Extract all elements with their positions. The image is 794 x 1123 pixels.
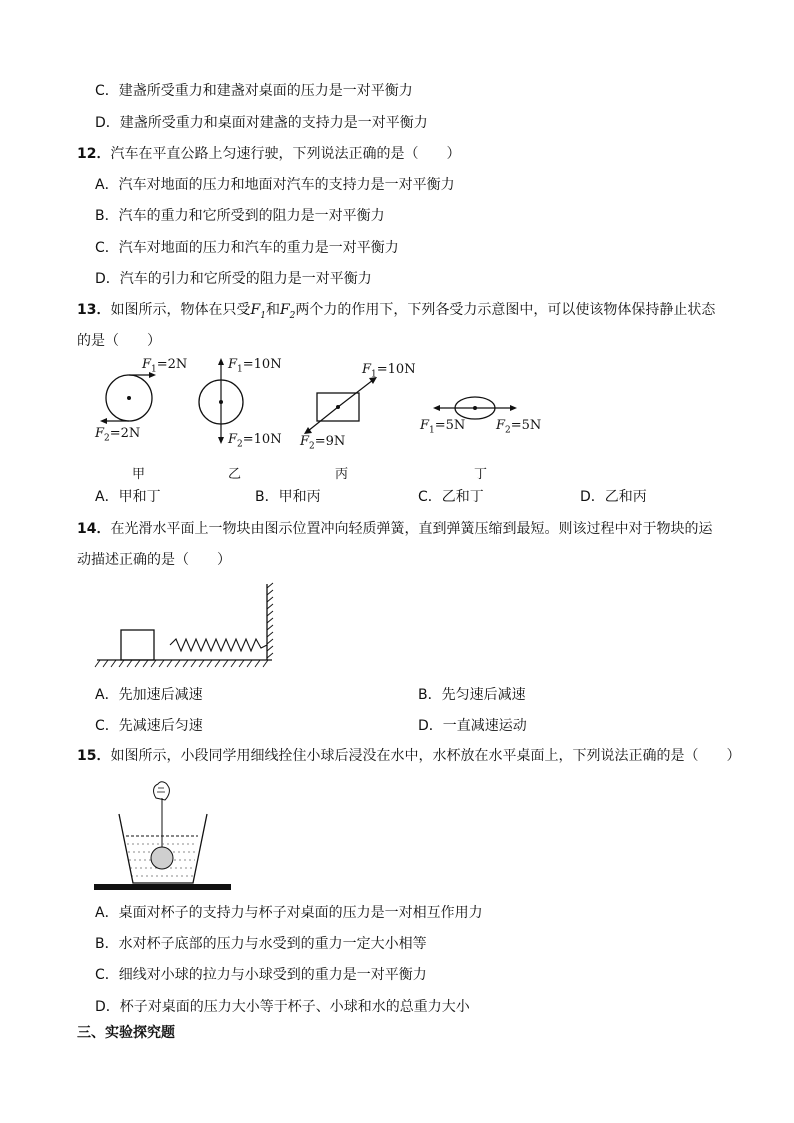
q13-bing-caption: 丙 [335, 467, 349, 482]
q15-option-d: D．杯子对桌面的压力大小等于杯子、小球和水的总重力大小 [95, 999, 470, 1015]
q12-stem-text: 汽车在平直公路上匀速行驶，下列说法正确的是（ ） [110, 146, 461, 162]
q12-option-a: A．汽车对地面的压力和地面对汽车的支持力是一对平衡力 [95, 177, 455, 193]
q11-option-d: D．建盏所受重力和桌面对建盏的支持力是一对平衡力 [95, 115, 428, 131]
q13-jia-caption: 甲 [132, 467, 146, 482]
q13-bing-f1-label: $F_1=10N$ [362, 362, 416, 380]
q13-ding-f2-label: $F_2=5N$ [496, 418, 542, 436]
q13-f1-symbol: $F_1$ [250, 302, 266, 321]
q15-option-b: B．水对杯子底部的压力与水受到的重力一定大小相等 [95, 936, 427, 952]
q13-ding-caption: 丁 [474, 467, 488, 482]
q13-jia-f2-label: $F_2=2N$ [95, 426, 141, 444]
q13-option-d: D．乙和丙 [580, 489, 647, 505]
q13-option-b: B．甲和丙 [255, 489, 321, 505]
q13-stem-part2: 和 [265, 302, 280, 318]
q14-number: 14． [77, 521, 111, 537]
q14-stem-line2: 动描述正确的是（ ） [77, 552, 231, 568]
q13-option-c: C．乙和丁 [418, 489, 484, 505]
q15-stem [77, 747, 740, 765]
q12-stem [77, 145, 460, 163]
q13-ding-f1-label: $F_1=5N$ [420, 418, 466, 436]
q14-option-d: D．一直减速运动 [418, 718, 527, 734]
q14-option-c: C．先减速后匀速 [95, 718, 203, 734]
q13-stem-line2: 的是（ ） [77, 333, 161, 349]
q11-option-c: C．建盏所受重力和建盏对桌面的压力是一对平衡力 [95, 83, 413, 99]
q12-option-d: D．汽车的引力和它所受的阻力是一对平衡力 [95, 271, 372, 287]
q13-bing-f2-label: $F_2=9N$ [300, 434, 346, 452]
q13-f2-symbol: $F_2$ [279, 302, 296, 321]
q13-option-a: A．甲和丁 [95, 489, 161, 505]
q13-number: 13． [77, 302, 111, 318]
q15-option-c: C．细线对小球的拉力与小球受到的重力是一对平衡力 [95, 967, 427, 983]
q13-yi-caption: 乙 [228, 467, 242, 482]
q13-stem-part1: 如图所示，物体在只受 [110, 302, 251, 318]
section-three-heading: 三、实验探究题 [77, 1025, 175, 1041]
q14-spring-block-figure [92, 582, 282, 672]
q12-option-b: B．汽车的重力和它所受到的阻力是一对平衡力 [95, 208, 385, 224]
q14-option-b: B．先匀速后减速 [418, 687, 526, 703]
q13-yi-f2-label: $F_2=10N$ [228, 432, 282, 450]
q15-number: 15． [77, 748, 111, 764]
q13-yi-f1-label: $F_1=10N$ [228, 357, 282, 375]
q14-option-a: A．先加速后减速 [95, 687, 203, 703]
q14-stem-text: 在光滑水平面上一物块由图示位置冲向轻质弹簧，直到弹簧压缩到最短。则该过程中对于物块的运 [110, 521, 713, 537]
q13-jia-f1-label: $F_1=2N$ [142, 357, 188, 375]
q15-cup-ball-figure [92, 778, 237, 896]
q12-number: 12． [77, 146, 111, 162]
q14-stem-line1 [77, 520, 712, 538]
q15-option-a: A．桌面对杯子的支持力与杯子对桌面的压力是一对相互作用力 [95, 905, 483, 921]
q15-stem-text: 如图所示，小段同学用细线拴住小球后浸没在水中，水杯放在水平桌面上，下列说法正确的是（ ） [110, 748, 741, 764]
q12-option-c: C．汽车对地面的压力和汽车的重力是一对平衡力 [95, 240, 399, 256]
q13-stem-line1 [77, 301, 715, 325]
q13-stem-part3: 两个力的作用下，下列各受力示意图中，可以使该物体保持静止状态 [295, 302, 716, 318]
